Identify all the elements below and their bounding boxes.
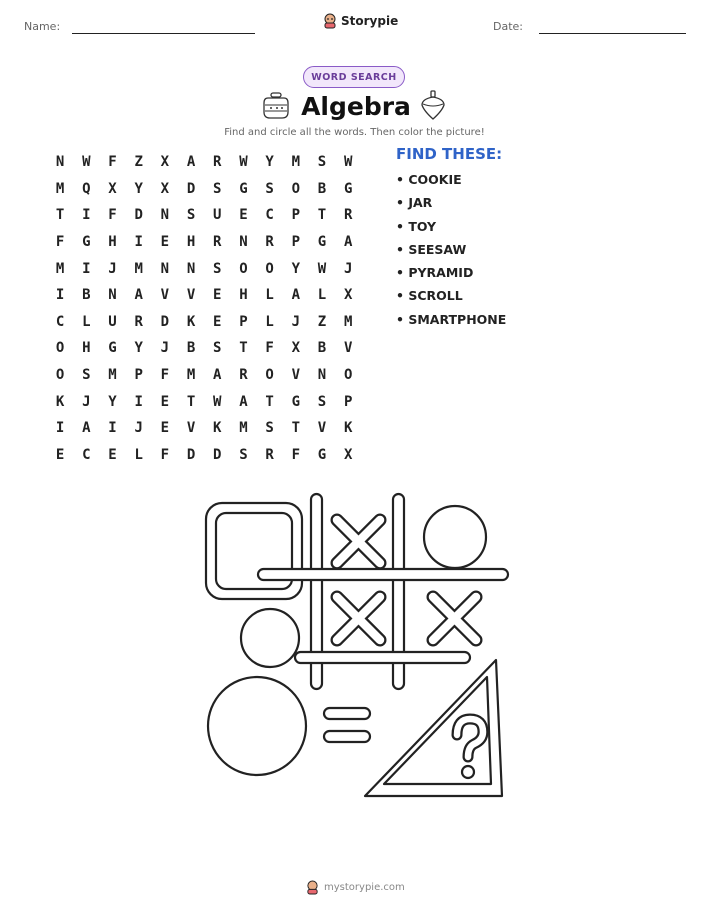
grid-letter[interactable]: C — [82, 446, 91, 463]
grid-letter[interactable]: S — [317, 393, 327, 410]
grid-letter[interactable]: M — [55, 260, 65, 277]
brand-name: Storypie — [341, 14, 399, 28]
grid-row — [47, 229, 361, 256]
grid-letter[interactable]: P — [343, 393, 353, 410]
grid-row — [47, 255, 361, 282]
grid-letter[interactable]: O — [55, 340, 65, 357]
grid-letter[interactable]: R — [343, 207, 353, 224]
coloring-picture[interactable] — [200, 490, 510, 800]
grid-letter[interactable]: S — [213, 260, 222, 277]
grid-letter[interactable]: X — [160, 154, 170, 171]
grid-letter[interactable]: G — [317, 234, 327, 251]
grid-letter[interactable]: L — [134, 446, 143, 463]
grid-letter[interactable]: D — [213, 446, 222, 463]
grid-letter[interactable]: M — [55, 180, 65, 197]
grid-letter[interactable]: N — [239, 234, 248, 251]
grid-letter[interactable]: W — [213, 393, 222, 410]
x-mark-top[interactable] — [337, 520, 380, 563]
equals-bar-bottom[interactable] — [324, 731, 370, 742]
grid-letter[interactable]: G — [317, 446, 327, 463]
grid-letter[interactable]: F — [291, 446, 300, 463]
grid-letter[interactable]: T — [186, 393, 196, 410]
grid-row — [47, 442, 361, 469]
grid-letter[interactable]: S — [82, 367, 91, 384]
grid-letter[interactable]: Y — [265, 154, 274, 171]
word-item: • TOY — [396, 218, 437, 234]
grid-letter[interactable]: G — [239, 180, 248, 197]
grid-letter[interactable]: I — [82, 260, 91, 277]
grid-letter[interactable]: X — [160, 180, 170, 197]
cookie-jar-icon — [262, 90, 290, 120]
grid-letter[interactable]: Q — [82, 180, 91, 197]
find-these-heading: FIND THESE: — [396, 145, 503, 163]
grid-letter[interactable]: R — [239, 367, 248, 384]
grid-letter[interactable]: M — [239, 420, 248, 437]
grid-bar-horizontal-top — [258, 569, 508, 580]
word-list — [396, 170, 506, 333]
grid-letter[interactable]: O — [343, 367, 353, 384]
name-label: Name: — [24, 20, 61, 33]
grid-letter[interactable]: R — [265, 446, 274, 463]
grid-letter[interactable]: N — [186, 260, 196, 277]
instructions: Find and circle all the words. Then color the picture! — [224, 127, 485, 138]
name-line[interactable] — [72, 33, 255, 34]
grid-letter[interactable]: L — [265, 313, 274, 330]
grid-letter[interactable]: C — [265, 207, 274, 224]
circle-shape-large[interactable] — [208, 677, 306, 775]
grid-letter[interactable]: B — [317, 180, 327, 197]
grid-letter[interactable]: T — [265, 393, 274, 410]
grid-letter[interactable]: Y — [134, 340, 143, 357]
grid-letter[interactable]: T — [317, 207, 327, 224]
grid-letter[interactable]: Z — [134, 154, 143, 171]
spinning-top-icon — [420, 89, 446, 121]
grid-letter[interactable]: I — [55, 287, 65, 304]
grid-letter[interactable]: A — [239, 393, 248, 410]
grid-letter[interactable]: P — [291, 234, 300, 251]
grid-letter[interactable]: S — [186, 207, 196, 224]
x-mark-right[interactable] — [433, 597, 476, 640]
grid-letter[interactable]: R — [265, 234, 274, 251]
grid-letter[interactable]: M — [343, 313, 353, 330]
grid-letter[interactable]: F — [55, 234, 65, 251]
grid-row — [47, 176, 361, 203]
grid-letter[interactable]: X — [343, 287, 353, 304]
page-title: Algebra — [301, 92, 411, 121]
grid-letter[interactable]: J — [108, 260, 117, 277]
grid-row — [47, 202, 361, 229]
grid-letter[interactable]: M — [134, 260, 143, 277]
grid-letter[interactable]: X — [291, 340, 300, 357]
grid-letter[interactable]: M — [186, 367, 196, 384]
grid-letter[interactable]: U — [213, 207, 222, 224]
grid-letter[interactable]: S — [265, 180, 274, 197]
grid-letter[interactable]: S — [213, 180, 222, 197]
circle-shape-top[interactable] — [424, 506, 486, 568]
grid-letter[interactable]: H — [108, 234, 117, 251]
grid-letter[interactable]: R — [134, 313, 143, 330]
grid-letter[interactable]: N — [55, 154, 65, 171]
grid-letter[interactable]: S — [239, 446, 248, 463]
storypie-footer-logo-icon — [306, 880, 319, 895]
letter-grid[interactable] — [47, 149, 361, 468]
grid-letter[interactable]: E — [55, 446, 65, 463]
grid-letter[interactable]: U — [108, 313, 117, 330]
grid-letter[interactable]: Z — [317, 313, 327, 330]
grid-letter[interactable]: I — [55, 420, 65, 437]
grid-letter[interactable]: E — [160, 234, 170, 251]
grid-letter[interactable]: W — [239, 154, 248, 171]
grid-letter[interactable]: D — [160, 313, 170, 330]
circle-shape-middle[interactable] — [241, 609, 299, 667]
grid-letter[interactable]: A — [134, 287, 143, 304]
grid-letter[interactable]: V — [186, 420, 196, 437]
grid-letter[interactable]: J — [134, 420, 143, 437]
grid-letter[interactable]: T — [291, 420, 300, 437]
grid-letter[interactable]: I — [82, 207, 91, 224]
word-item: • PYRAMID — [396, 265, 474, 281]
grid-letter[interactable]: A — [186, 154, 196, 171]
triangle-inner — [384, 677, 491, 784]
grid-letter[interactable]: N — [108, 287, 117, 304]
grid-letter[interactable]: V — [160, 287, 170, 304]
grid-letter[interactable]: C — [55, 313, 65, 330]
grid-letter[interactable]: M — [108, 367, 117, 384]
grid-letter[interactable]: D — [186, 446, 196, 463]
grid-letter[interactable]: T — [55, 207, 65, 224]
grid-letter[interactable]: P — [134, 367, 143, 384]
grid-letter[interactable]: Y — [134, 180, 143, 197]
grid-letter[interactable]: E — [108, 446, 117, 463]
x-mark-middle[interactable] — [337, 597, 380, 640]
grid-letter[interactable]: G — [291, 393, 300, 410]
word-item: • SEESAW — [396, 241, 467, 257]
grid-bar-horizontal-bottom — [295, 652, 470, 663]
date-line[interactable] — [539, 33, 686, 34]
grid-letter[interactable]: A — [343, 234, 353, 251]
grid-letter[interactable]: Y — [108, 393, 117, 410]
grid-letter[interactable]: H — [82, 340, 91, 357]
word-search-badge: WORD SEARCH — [303, 66, 405, 88]
storypie-logo-icon — [323, 13, 337, 29]
grid-letter[interactable]: F — [108, 154, 117, 171]
grid-letter[interactable]: F — [160, 446, 170, 463]
grid-letter[interactable]: V — [291, 367, 300, 384]
grid-letter[interactable]: S — [317, 154, 327, 171]
grid-letter[interactable]: R — [213, 234, 222, 251]
grid-letter[interactable]: Y — [291, 260, 300, 277]
grid-letter[interactable]: K — [186, 313, 196, 330]
grid-letter[interactable]: S — [213, 340, 222, 357]
grid-letter[interactable]: J — [343, 260, 353, 277]
grid-letter[interactable]: E — [239, 207, 248, 224]
grid-letter[interactable]: V — [343, 340, 353, 357]
grid-letter[interactable]: I — [134, 393, 143, 410]
grid-letter[interactable]: B — [82, 287, 91, 304]
grid-letter[interactable]: L — [82, 313, 91, 330]
grid-letter[interactable]: E — [160, 420, 170, 437]
grid-letter[interactable]: W — [317, 260, 327, 277]
grid-letter[interactable]: D — [134, 207, 143, 224]
grid-letter[interactable]: E — [160, 393, 170, 410]
grid-letter[interactable]: W — [343, 154, 353, 171]
grid-letter[interactable]: T — [239, 340, 248, 357]
word-item: • SCROLL — [396, 288, 463, 304]
brand-logo — [323, 13, 398, 29]
grid-letter[interactable]: O — [291, 180, 300, 197]
word-item: • SMARTPHONE — [396, 311, 507, 327]
grid-letter[interactable]: M — [291, 154, 300, 171]
grid-letter[interactable]: G — [108, 340, 117, 357]
grid-row — [47, 415, 361, 442]
grid-row — [47, 309, 361, 336]
grid-letter[interactable]: G — [82, 234, 91, 251]
grid-letter[interactable]: O — [239, 260, 248, 277]
grid-letter[interactable]: K — [213, 420, 222, 437]
grid-letter[interactable]: K — [55, 393, 65, 410]
grid-letter[interactable]: A — [291, 287, 300, 304]
grid-letter[interactable]: X — [108, 180, 117, 197]
grid-letter[interactable]: V — [317, 420, 327, 437]
grid-row — [47, 149, 361, 176]
grid-letter[interactable]: P — [239, 313, 248, 330]
grid-letter[interactable]: L — [265, 287, 274, 304]
grid-letter[interactable]: H — [186, 234, 196, 251]
grid-letter[interactable]: I — [134, 234, 143, 251]
grid-row — [47, 388, 361, 415]
grid-letter[interactable]: B — [186, 340, 196, 357]
grid-letter[interactable]: R — [213, 154, 222, 171]
grid-letter[interactable]: G — [343, 180, 353, 197]
equals-bar-top[interactable] — [324, 708, 370, 719]
grid-letter[interactable]: F — [108, 207, 117, 224]
grid-letter[interactable]: S — [265, 420, 274, 437]
footer-url[interactable]: mystorypie.com — [324, 882, 405, 893]
grid-letter[interactable]: O — [265, 260, 274, 277]
grid-letter[interactable]: L — [317, 287, 327, 304]
grid-row — [47, 335, 361, 362]
footer — [306, 880, 405, 895]
grid-letter[interactable]: A — [82, 420, 91, 437]
grid-letter[interactable]: P — [291, 207, 300, 224]
grid-letter[interactable]: F — [160, 367, 170, 384]
grid-letter[interactable]: V — [186, 287, 196, 304]
grid-letter[interactable]: E — [213, 313, 222, 330]
grid-letter[interactable]: J — [160, 340, 170, 357]
grid-letter[interactable]: D — [186, 180, 196, 197]
date-label: Date: — [493, 20, 523, 33]
grid-letter[interactable]: E — [213, 287, 222, 304]
grid-letter[interactable]: X — [343, 446, 353, 463]
grid-letter[interactable]: K — [343, 420, 353, 437]
grid-letter[interactable]: J — [291, 313, 300, 330]
grid-letter[interactable]: N — [317, 367, 327, 384]
grid-letter[interactable]: B — [317, 340, 327, 357]
grid-letter[interactable]: H — [239, 287, 248, 304]
grid-letter[interactable]: N — [160, 260, 170, 277]
grid-letter[interactable]: W — [82, 154, 91, 171]
grid-letter[interactable]: I — [108, 420, 117, 437]
grid-letter[interactable]: O — [55, 367, 65, 384]
grid-row — [47, 282, 361, 309]
grid-letter[interactable]: O — [265, 367, 274, 384]
grid-letter[interactable]: N — [160, 207, 170, 224]
grid-letter[interactable]: A — [213, 367, 222, 384]
word-item: • COOKIE — [396, 172, 462, 187]
word-item: • JAR — [396, 195, 433, 211]
grid-letter[interactable]: F — [265, 340, 274, 357]
grid-letter[interactable]: J — [82, 393, 91, 410]
grid-row — [47, 362, 361, 389]
